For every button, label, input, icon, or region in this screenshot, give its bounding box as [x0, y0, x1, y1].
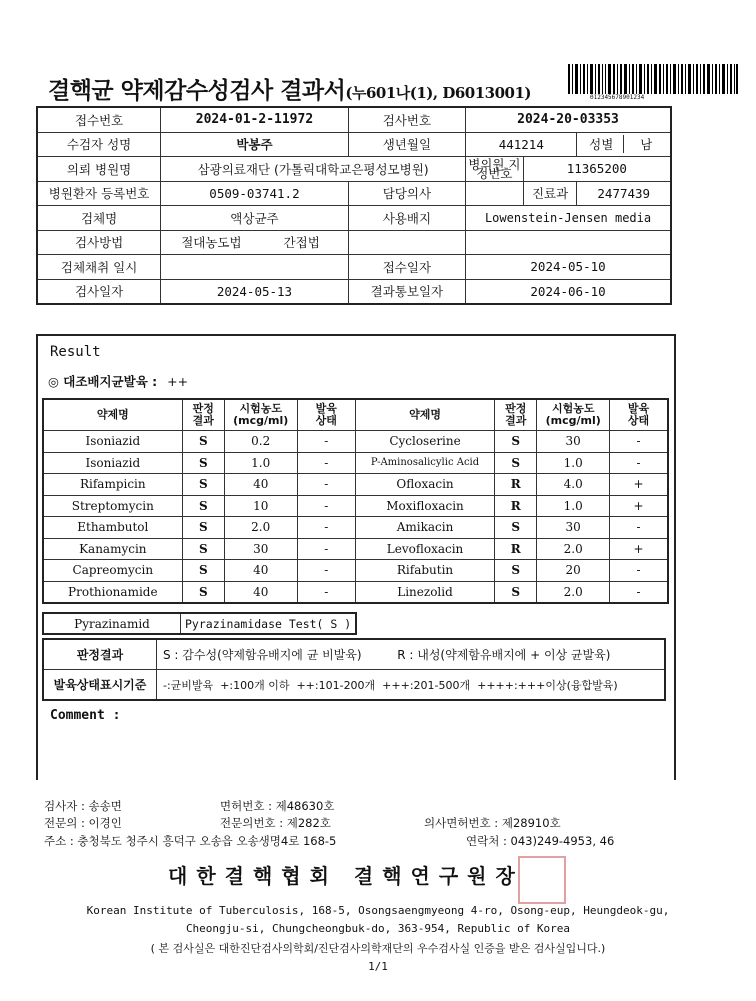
table-row	[43, 474, 668, 496]
cell-conc: 4.0	[537, 474, 610, 496]
cell-judge: R	[495, 474, 537, 496]
cell-judge: S	[182, 538, 224, 560]
table-row	[43, 538, 668, 560]
specimen-value: 액상균주	[161, 206, 349, 231]
tester: 검사자 : 송송면	[44, 799, 122, 813]
cell-drug: Rifabutin	[355, 560, 494, 582]
cell-growth: -	[609, 560, 668, 582]
patient-info-table	[36, 106, 672, 305]
col-growth-2: 발육 상태	[609, 399, 668, 431]
table-row	[43, 517, 668, 539]
test-date-label: 검사일자	[37, 279, 161, 304]
cell-growth: -	[297, 560, 355, 582]
doctor-license: 의사면허번호 : 제28910호	[424, 816, 561, 830]
report-date: 2024-06-10	[466, 279, 671, 304]
cell-judge: S	[182, 431, 224, 453]
col-conc: 시험농도 (mcg/ml)	[224, 399, 297, 431]
cell-judge: S	[495, 581, 537, 603]
table-header	[43, 399, 668, 431]
test-no: 2024-20-03353	[466, 107, 671, 132]
hospital-name: 삼광의료재단 (가톨릭대학교은평성모병원)	[161, 157, 466, 182]
cell-conc: 0.2	[224, 431, 297, 453]
cell-growth: -	[609, 581, 668, 603]
cell-judge: S	[182, 495, 224, 517]
receipt-date: 2024-05-10	[466, 255, 671, 280]
drug-susceptibility-table	[42, 398, 669, 604]
page-title	[48, 72, 531, 105]
institute-name-en-1: Korean Institute of Tuberculosis, 168-5, Osongsaengmyeong 4-ro, Osong-eup, Heungdeok-gu,	[86, 904, 670, 917]
dept-label: 진료과	[523, 181, 577, 206]
cell-conc: 2.0	[224, 517, 297, 539]
receipt-date-label: 접수일자	[348, 255, 465, 280]
table-row	[43, 560, 668, 582]
cell-judge: R	[495, 495, 537, 517]
pyrazinamide-row	[42, 612, 357, 635]
contact: 연락처 : 043)249-4953, 46	[466, 834, 615, 848]
cell-drug: Ofloxacin	[355, 474, 494, 496]
tester-license: 면허번호 : 제48630호	[220, 799, 335, 813]
barcode-icon	[568, 64, 738, 94]
cell-judge: S	[495, 431, 537, 453]
col-conc-2: 시험농도 (mcg/ml)	[537, 399, 610, 431]
institute-name-en-2: Cheongju-si, Chungcheongbuk-do, 363-954, Republic of Korea	[185, 922, 571, 935]
legend-growth-label: 발육상태표시기준	[43, 670, 157, 701]
title-main: 결핵균 약제감수성검사 결과서	[48, 77, 346, 104]
col-growth: 발육 상태	[297, 399, 355, 431]
collect-date-label: 검체채취 일시	[37, 255, 161, 280]
result-label: Result	[50, 344, 101, 360]
cell-drug: Amikacin	[355, 517, 494, 539]
legend-judge-label: 판정결과	[43, 639, 157, 670]
cell-conc: 2.0	[537, 581, 610, 603]
legend-judge-r: R : 내성(약제함유배지에 + 이상 균발육)	[397, 648, 611, 662]
cell-judge: S	[182, 474, 224, 496]
specialist: 전문의 : 이경인	[44, 816, 122, 830]
col-judge: 판정 결과	[182, 399, 224, 431]
cell-growth: +	[609, 538, 668, 560]
cert-note: ( 본 검사실은 대한진단검사의학회/진단검사의학재단의 우수검사실 인증을 받은 검사실입니다.)	[150, 942, 606, 955]
col-judge-2: 판정 결과	[495, 399, 537, 431]
cell-growth: -	[297, 581, 355, 603]
cell-conc: 1.0	[224, 452, 297, 474]
legend-growth-text: -:균비발육 +:100개 이하 ++:101-200개 +++:201-500개 ++++:+++이상(융합발육)	[157, 670, 666, 701]
institute-name-ko: 대한결핵협회 결핵연구원장	[168, 864, 524, 888]
table-row	[43, 431, 668, 453]
cell-drug: Kanamycin	[43, 538, 182, 560]
patient-name: 박봉주	[161, 132, 349, 157]
cell-growth: +	[609, 495, 668, 517]
barcode-number: 012345678901234	[590, 94, 645, 101]
cell-conc: 30	[537, 517, 610, 539]
cell-growth: -	[609, 452, 668, 474]
col-drug: 약제명	[43, 399, 182, 431]
cell-conc: 20	[537, 560, 610, 582]
seal-stamp-icon	[518, 856, 566, 904]
method-1: 절대농도법	[181, 235, 242, 251]
cell-conc: 40	[224, 581, 297, 603]
legend-judge-s: S : 감수성(약제함유배지에 균 비발육)	[163, 648, 362, 662]
cell-growth: -	[297, 431, 355, 453]
doctor-name	[466, 181, 524, 206]
cell-growth: -	[609, 517, 668, 539]
hospital-code-label: 병의원 지정번호	[466, 157, 524, 182]
cell-conc: 40	[224, 474, 297, 496]
dob: 441214	[466, 132, 577, 157]
cell-growth: -	[297, 474, 355, 496]
specialist-no: 전문의번호 : 제282호	[220, 816, 331, 830]
medium-label: 사용배지	[348, 206, 465, 231]
cell-growth: +	[609, 474, 668, 496]
table-row	[43, 452, 668, 474]
cell-conc: 1.0	[537, 495, 610, 517]
receipt-no: 2024-01-2-11972	[161, 107, 349, 132]
dept-value: 2477439	[577, 181, 671, 206]
cell-conc: 30	[224, 538, 297, 560]
cell-judge: S	[495, 560, 537, 582]
cell-drug: Prothionamide	[43, 581, 182, 603]
cell-drug: Isoniazid	[43, 431, 182, 453]
col-drug-2: 약제명	[355, 399, 494, 431]
doctor-label: 담당의사	[348, 181, 465, 206]
sex: 남	[640, 137, 653, 153]
table-row	[43, 495, 668, 517]
cell-growth: -	[297, 538, 355, 560]
hospital-label: 의뢰 병원명	[37, 157, 161, 182]
specimen-label: 검체명	[37, 206, 161, 231]
control-growth	[48, 372, 188, 390]
report-date-label: 결과통보일자	[348, 279, 465, 304]
cell-drug: Cycloserine	[355, 431, 494, 453]
cell-drug: P-Aminosalicylic Acid	[355, 452, 494, 474]
cell-judge: S	[182, 517, 224, 539]
hospital-code: 11365200	[523, 157, 671, 182]
comment-label: Comment :	[50, 708, 121, 723]
cell-judge: S	[495, 517, 537, 539]
cell-growth: -	[297, 452, 355, 474]
cell-drug: Levofloxacin	[355, 538, 494, 560]
table-row	[43, 581, 668, 603]
dob-label: 생년월일	[348, 132, 465, 157]
cell-conc: 10	[224, 495, 297, 517]
cell-conc: 40	[224, 560, 297, 582]
cell-drug: Moxifloxacin	[355, 495, 494, 517]
cell-judge: R	[495, 538, 537, 560]
cell-conc: 2.0	[537, 538, 610, 560]
title-code: (누601나(1), D6013001)	[345, 84, 531, 102]
collect-date	[161, 255, 349, 280]
test-no-label: 검사번호	[348, 107, 465, 132]
cell-judge: S	[182, 560, 224, 582]
hosp-reg-label: 병원환자 등록번호	[37, 181, 161, 206]
method-label: 검사방법	[37, 230, 161, 255]
address: 주소 : 충청북도 청주시 흥덕구 오송읍 오송생명4로 168-5	[44, 834, 337, 848]
page-number: 1/1	[368, 960, 388, 973]
control-label: ◎ 대조배지균발육 :	[48, 374, 158, 389]
cell-growth: -	[609, 431, 668, 453]
cell-judge: S	[182, 581, 224, 603]
cell-conc: 30	[537, 431, 610, 453]
pza-label: Pyrazinamid	[43, 613, 181, 634]
legend-table	[42, 638, 666, 701]
cell-judge: S	[182, 452, 224, 474]
hosp-reg-no: 0509-03741.2	[161, 181, 349, 206]
patient-name-label: 수검자 성명	[37, 132, 161, 157]
receipt-no-label: 접수번호	[37, 107, 161, 132]
control-value: ++	[167, 374, 189, 389]
cell-drug: Streptomycin	[43, 495, 182, 517]
cell-drug: Rifampicin	[43, 474, 182, 496]
cell-judge: S	[495, 452, 537, 474]
test-date: 2024-05-13	[161, 279, 349, 304]
cell-drug: Isoniazid	[43, 452, 182, 474]
cell-growth: -	[297, 495, 355, 517]
medium-value: Lowenstein-Jensen media	[466, 206, 671, 231]
cell-drug: Capreomycin	[43, 560, 182, 582]
cell-drug: Linezolid	[355, 581, 494, 603]
method-2: 간접법	[283, 235, 320, 251]
cell-conc: 1.0	[537, 452, 610, 474]
cell-growth: -	[297, 517, 355, 539]
sex-label: 성별	[579, 135, 624, 153]
pza-value: Pyrazinamidase Test( S )	[185, 616, 352, 631]
cell-drug: Ethambutol	[43, 517, 182, 539]
